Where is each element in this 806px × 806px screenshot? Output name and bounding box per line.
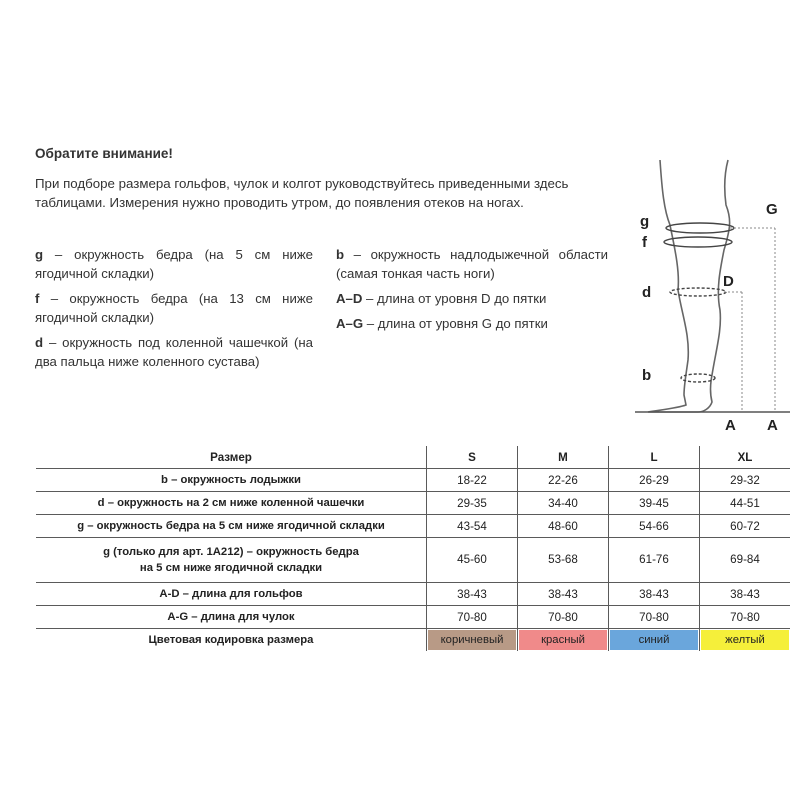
definition-text: – окружность надлодыжечной области (самая тонкая часть ноги) — [336, 247, 608, 281]
color-code-row — [36, 629, 790, 652]
cell: 29-35 — [427, 492, 518, 515]
color-cell — [427, 629, 518, 652]
row-label-line: g (только для арт. 1A212) – окружность бедра — [103, 546, 359, 558]
cell: 61-76 — [609, 538, 700, 583]
color-swatch-brown: коричневый — [428, 630, 516, 650]
label-d: d — [642, 284, 652, 301]
size-table — [36, 446, 790, 651]
definition-key: A–D — [336, 291, 363, 306]
color-cell — [700, 629, 791, 652]
definition-key: f — [35, 291, 40, 306]
table-row — [36, 538, 790, 583]
label-f: f — [642, 234, 647, 251]
label-b: b — [642, 367, 652, 384]
header-size-s: S — [427, 446, 518, 469]
leg-diagram — [630, 150, 800, 435]
cell: 38-43 — [518, 583, 609, 606]
definition-a-d — [336, 289, 608, 308]
label-G: G — [766, 201, 778, 218]
cell: 54-66 — [609, 515, 700, 538]
row-label: A-G – длина для чулок — [36, 606, 427, 629]
definition-g — [35, 245, 313, 283]
definition-f — [35, 289, 313, 327]
definition-a-g — [336, 314, 608, 333]
cell: 69-84 — [700, 538, 791, 583]
definition-text: – окружность бедра (на 13 см ниже ягодичной складки) — [35, 291, 313, 325]
cell: 70-80 — [427, 606, 518, 629]
header-size-m: M — [518, 446, 609, 469]
definitions-right — [336, 245, 608, 339]
cell: 39-45 — [609, 492, 700, 515]
header-size-l: L — [609, 446, 700, 469]
row-label: d – окружность на 2 см ниже коленной чашечки — [36, 492, 427, 515]
color-cell — [518, 629, 609, 652]
cell: 38-43 — [700, 583, 791, 606]
row-label: g – окружность бедра на 5 см ниже ягодичной складки — [36, 515, 427, 538]
color-swatch-red: красный — [519, 630, 607, 650]
cell: 29-32 — [700, 469, 791, 492]
cell: 38-43 — [609, 583, 700, 606]
color-swatch-blue: синий — [610, 630, 698, 650]
cell: 70-80 — [609, 606, 700, 629]
table-row — [36, 583, 790, 606]
cell: 70-80 — [700, 606, 791, 629]
color-swatch-yellow: желтый — [701, 630, 789, 650]
table-row — [36, 469, 790, 492]
label-D: D — [723, 273, 734, 290]
definition-text: – окружность бедра (на 5 см ниже ягодичной складки) — [35, 247, 313, 281]
row-label: Цветовая кодировка размера — [148, 634, 314, 646]
definition-key: A–G — [336, 316, 364, 331]
definition-text: – длина от уровня D до пятки — [362, 291, 547, 306]
cell: 43-54 — [427, 515, 518, 538]
cell: 44-51 — [700, 492, 791, 515]
row-label-line: на 5 см ниже ягодичной складки — [139, 562, 323, 574]
definition-text: – длина от уровня G до пятки — [363, 316, 548, 331]
table-row — [36, 515, 790, 538]
table-header-row — [36, 446, 790, 469]
cell: 48-60 — [518, 515, 609, 538]
definitions-left — [35, 245, 313, 377]
cell: 18-22 — [427, 469, 518, 492]
row-label: A-D – длина для гольфов — [36, 583, 427, 606]
note-intro: При подборе размера гольфов, чулок и колгот руководствуйтесь приведенными здесь таблицами. Измерения нужно проводить утром, до появления отеков на ногах. — [35, 176, 569, 210]
color-cell — [609, 629, 700, 652]
cell: 70-80 — [518, 606, 609, 629]
cell: 22-26 — [518, 469, 609, 492]
note-title: Обратите внимание! — [35, 146, 173, 161]
cell: 45-60 — [427, 538, 518, 583]
row-label: b – окружность лодыжки — [36, 469, 427, 492]
cell: 60-72 — [700, 515, 791, 538]
table-row — [36, 606, 790, 629]
table-row — [36, 492, 790, 515]
cell: 34-40 — [518, 492, 609, 515]
header-size-label: Размер — [36, 446, 427, 469]
cell: 38-43 — [427, 583, 518, 606]
label-A-second: A — [767, 417, 778, 434]
header-size-xl: XL — [700, 446, 791, 469]
definition-d — [35, 333, 313, 371]
definition-key: g — [35, 247, 44, 262]
cell: 53-68 — [518, 538, 609, 583]
definition-text: – окружность под коленной чашечкой (на два пальца ниже коленного сустава) — [35, 335, 313, 369]
measure-g-ring — [666, 223, 734, 233]
label-A-first: A — [725, 417, 736, 434]
definition-key: b — [336, 247, 345, 262]
definition-b — [336, 245, 608, 283]
label-g: g — [640, 213, 650, 230]
definition-key: d — [35, 335, 44, 350]
row-label — [36, 538, 427, 583]
cell: 26-29 — [609, 469, 700, 492]
